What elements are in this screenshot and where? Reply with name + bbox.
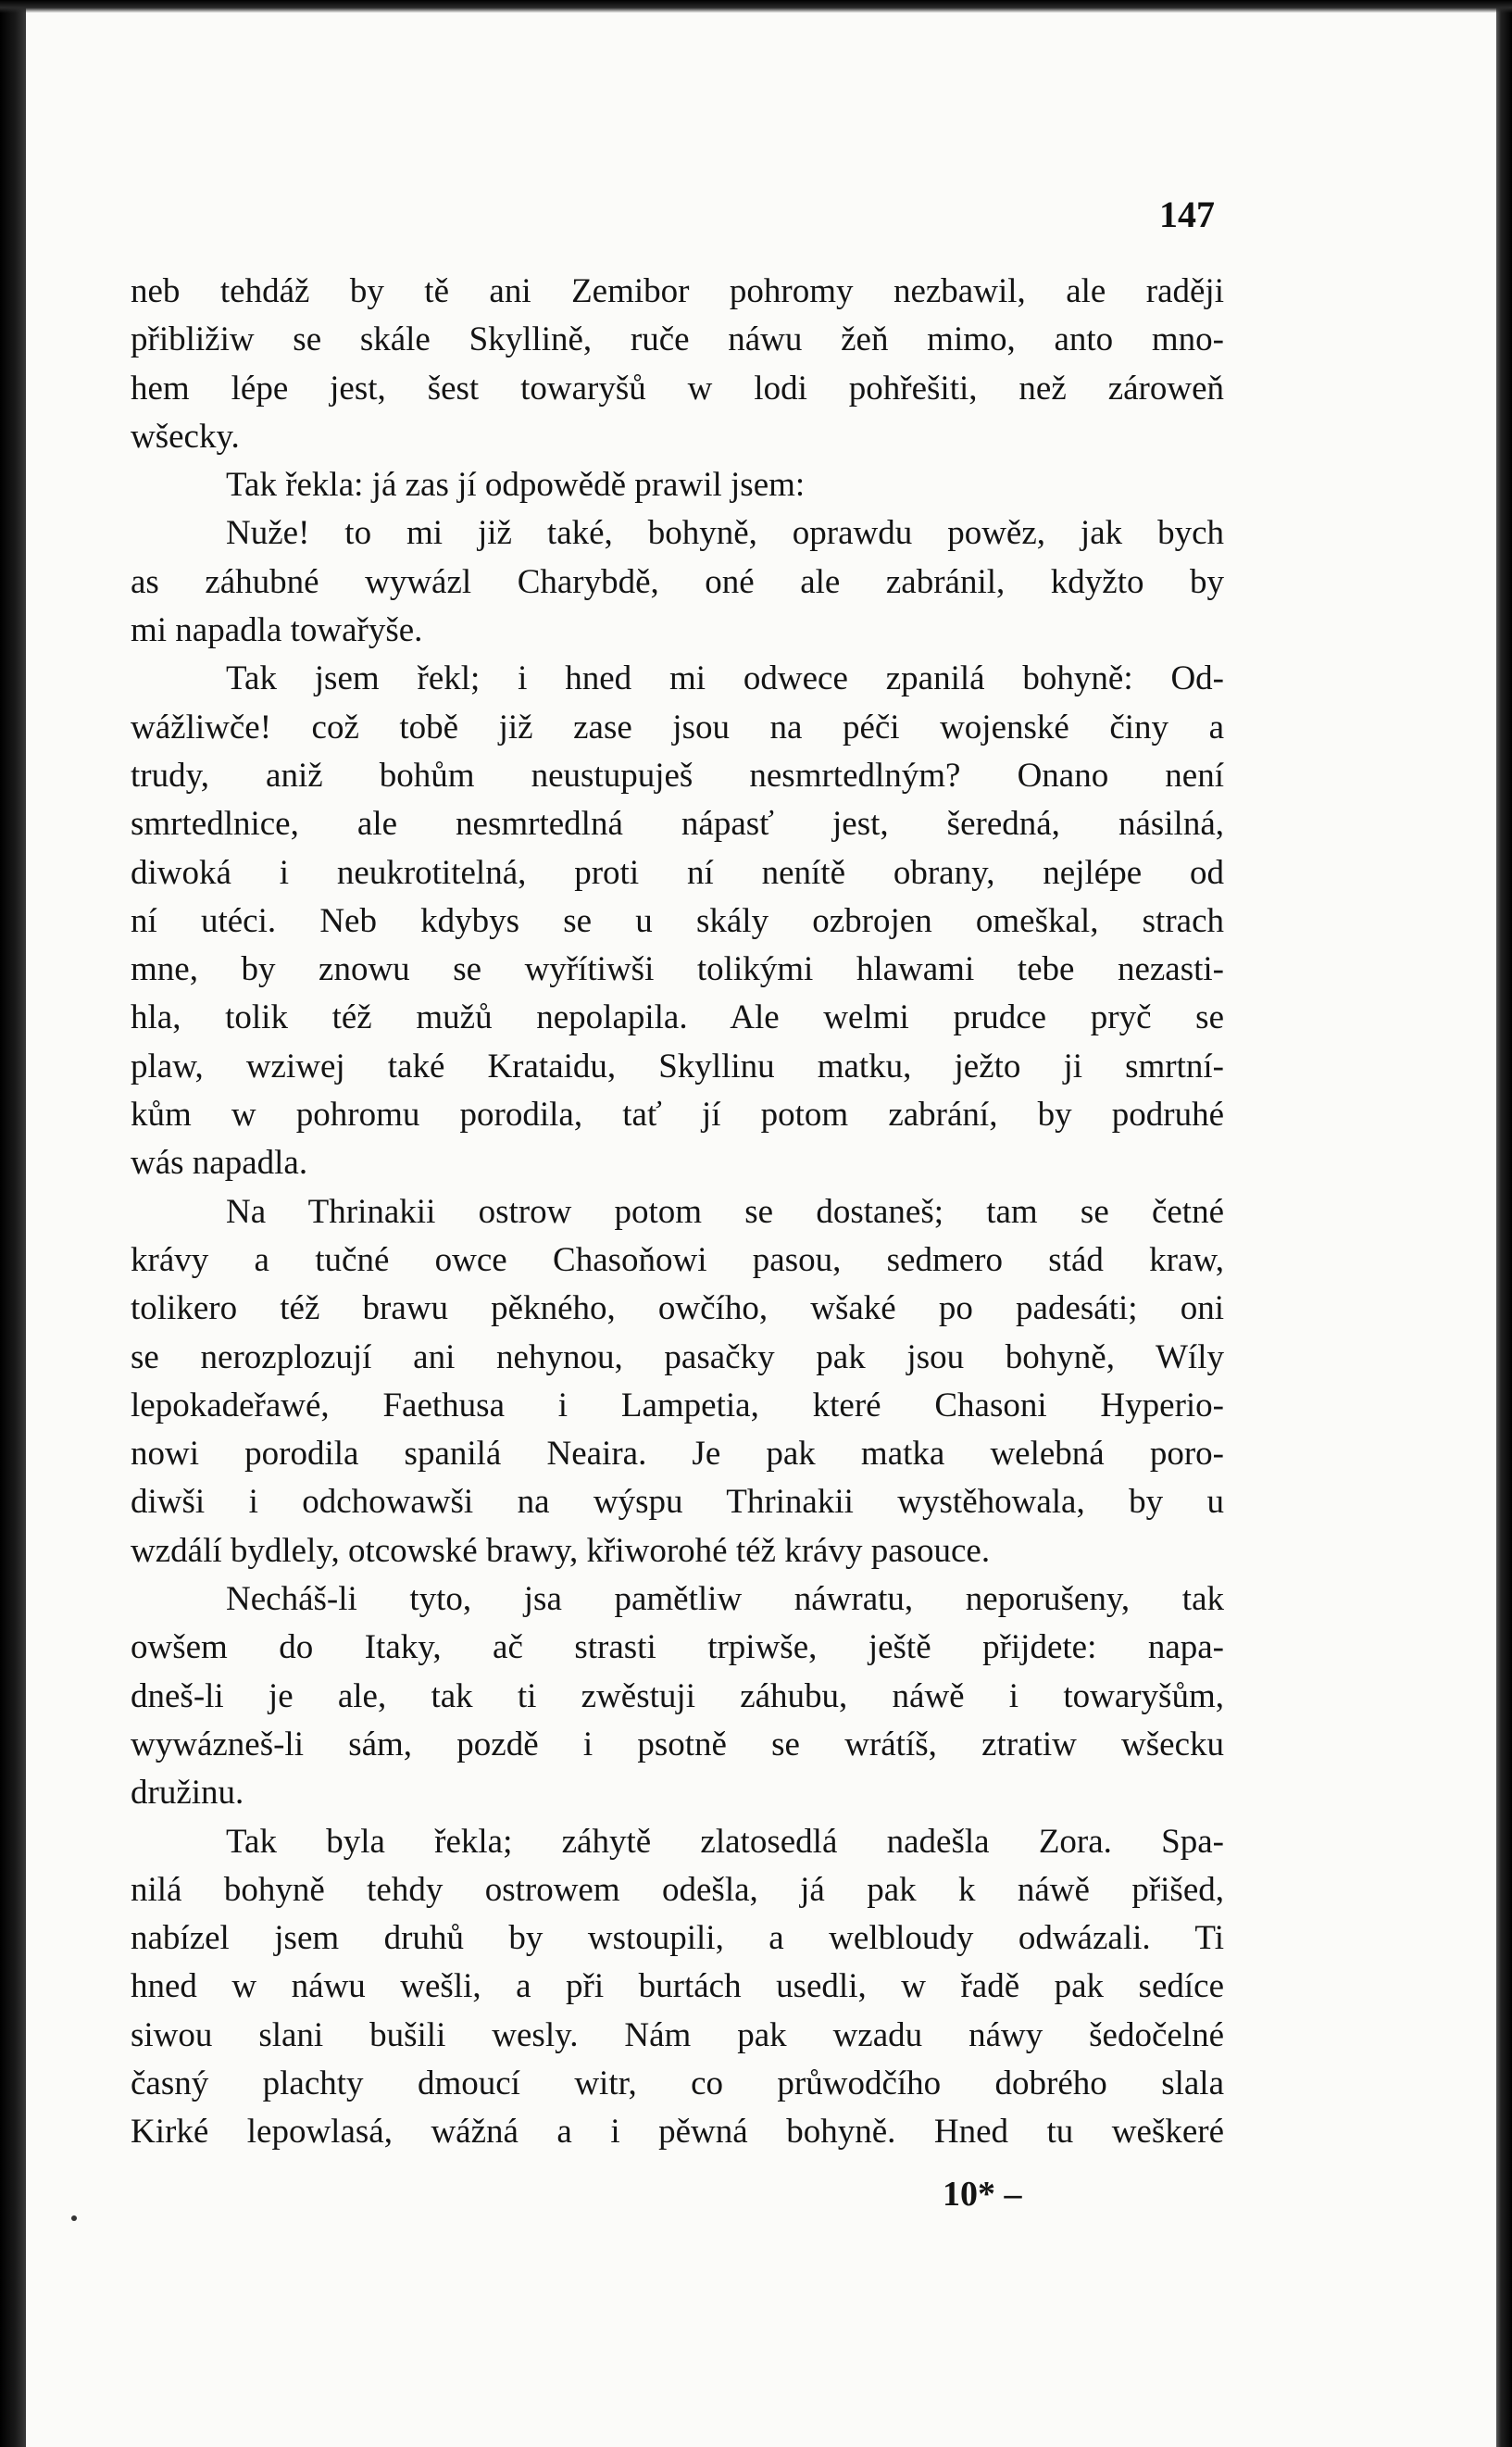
text-line: se nerozplozují ani nehynou, pasačky pak jsou bohyně, Wíly xyxy=(131,1337,1224,1376)
text-line: wás napadla. xyxy=(131,1144,308,1183)
spine-shadow xyxy=(0,0,26,2447)
text-line: hem lépe jest, šest towaryšů w lodi pohřešiti, než zároweň xyxy=(131,369,1224,408)
paragraph xyxy=(131,461,1224,509)
text-line: plaw, wziwej také Krataidu, Skyllinu matku, ježto ji smrtní- xyxy=(131,1047,1224,1085)
text-line: owšem do Itaky, ač strasti trpiwše, ještě přijdete: napa- xyxy=(131,1628,1224,1667)
paragraph xyxy=(131,655,1224,1187)
text-line: krávy a tučné owce Chasoňowi pasou, sedmero stád kraw, xyxy=(131,1240,1224,1279)
text-line: mne, by znowu se wyřítiwši tolikými hlawami tebe nezasti- xyxy=(131,950,1224,989)
printer-signature-mark: 10* – xyxy=(943,2175,1022,2214)
text-line: ní utéci. Neb kdybys se u skály ozbrojen omeškal, strach xyxy=(131,901,1224,940)
text-line: nabízel jsem druhů by wstoupili, a welbloudy odwázali. Ti xyxy=(131,1919,1224,1958)
text-line: tolikero též brawu pěkného, owčího, wšaké po padesáti; oni xyxy=(131,1289,1224,1328)
text-line: Na Thrinakii ostrow potom se dostaneš; tam se četné xyxy=(226,1192,1224,1231)
paragraph xyxy=(131,1818,1224,2157)
text-line: trudy, aniž bohům neustupuješ nesmrtedlným? Onano není xyxy=(131,756,1224,795)
text-line: wzdálí bydlely, otcowské brawy, křiworohé též krávy pasouce. xyxy=(131,1531,991,1570)
paragraph xyxy=(131,1188,1224,1575)
ink-speck xyxy=(71,2215,77,2221)
text-line: Tak byla řekla; záhytě zlatosedlá nadešla Zora. Spa- xyxy=(226,1822,1224,1861)
paragraph xyxy=(131,1575,1224,1817)
text-line: siwou slani bušili wesly. Nám pak wzadu náwy šedočelné xyxy=(131,2015,1224,2054)
text-line: družinu. xyxy=(131,1774,244,1813)
text-line: nowi porodila spanilá Neaira. Je pak matka welebná poro- xyxy=(131,1435,1224,1474)
text-line: lepokadeřawé, Faethusa i Lampetia, které Chasoni Hyperio- xyxy=(131,1386,1224,1424)
top-edge-shadow xyxy=(0,0,1512,13)
text-line: smrtedlnice, ale nesmrtedlná nápasť jest, šeredná, násilná, xyxy=(131,805,1224,844)
text-line: nilá bohyně tehdy ostrowem odešla, já pak k náwě přišed, xyxy=(131,1870,1224,1909)
text-line: časný plachty dmoucí witr, co průwodčího dobrého slala xyxy=(131,2064,1224,2102)
text-line: dneš-li je ale, tak ti zwěstuji záhubu, náwě i towaryšům, xyxy=(131,1676,1224,1715)
page-edge-shadow xyxy=(1496,0,1512,2447)
text-line: Tak jsem řekl; i hned mi odwece zpanilá bohyně: Od- xyxy=(226,659,1224,698)
text-line: wážliwče! což tobě již zase jsou na péči wojenské činy a xyxy=(131,708,1224,747)
text-line: přibližiw se skále Skyllině, ruče náwu žeň mimo, anto mno- xyxy=(131,320,1224,359)
page-number: 147 xyxy=(1159,194,1215,235)
text-line: Tak řekla: já zas jí odpowědě prawil jsem: xyxy=(226,466,806,505)
text-line: diwoká i neukrotitelná, proti ní nenítě obrany, nejlépe od xyxy=(131,853,1224,892)
text-line: as záhubné wywázl Charybdě, oné ale zabránil, kdyžto by xyxy=(131,562,1224,601)
text-line: mi napadla towařyše. xyxy=(131,611,423,650)
text-line: diwši i odchowawši na wýspu Thrinakii wystěhowala, by u xyxy=(131,1483,1224,1522)
paragraph xyxy=(131,268,1224,461)
body-text xyxy=(131,268,1224,2157)
paragraph xyxy=(131,509,1224,655)
text-line: hla, tolik též mužů nepolapila. Ale welmi prudce pryč se xyxy=(131,998,1224,1037)
text-line: Nuže! to mi již také, bohyně, oprawdu powěz, jak bych xyxy=(226,514,1224,553)
text-line: kům w pohromu porodila, tať jí potom zabrání, by podruhé xyxy=(131,1096,1224,1135)
text-line: wywázneš-li sám, pozdě i psotně se wrátíš, ztratiw wšecku xyxy=(131,1725,1224,1763)
text-line: neb tehdáž by tě ani Zemibor pohromy nezbawil, ale raději xyxy=(131,272,1224,310)
text-line: Kirké lepowlasá, wážná a i pěwná bohyně. Hned tu weškeré xyxy=(131,2113,1224,2152)
text-line: Necháš-li tyto, jsa pamětliw náwratu, neporušeny, tak xyxy=(226,1580,1224,1619)
text-line: hned w náwu wešli, a při burtách usedli, w řadě pak sedíce xyxy=(131,1967,1224,2006)
text-line: wšecky. xyxy=(131,417,240,456)
